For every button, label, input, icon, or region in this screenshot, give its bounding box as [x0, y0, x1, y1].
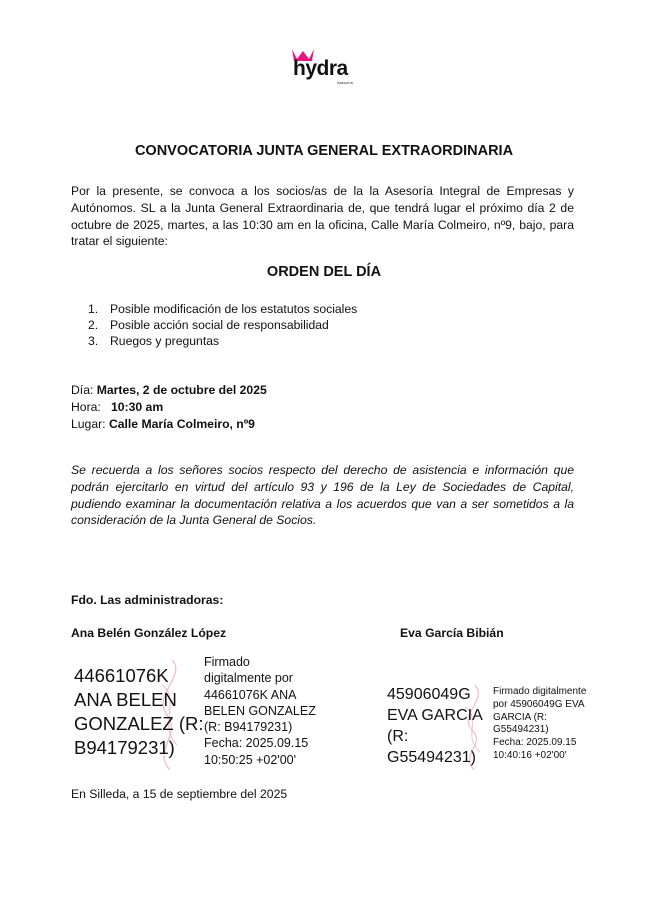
agenda-list: [88, 301, 357, 350]
digital-signature-2-details: Firmado digitalmente por 45906049G EVA GARCIA (R: G55494231) Fecha: 2025.09.15 10:40:16 +02'00': [493, 686, 587, 761]
admin-name-2: Eva García Bibián: [400, 626, 504, 640]
digital-signature-1-details: Firmado digitalmente por 44661076K ANA BELEN GONZALEZ (R: B94179231) Fecha: 2025.09.15 10:50:25 +02'00': [204, 655, 316, 767]
day-value: Martes, 2 de octubre del 2025: [96, 383, 267, 397]
digital-signature-1-name: 44661076K ANA BELEN GONZALEZ (R: B94179231): [74, 665, 204, 758]
signed-by-label: Fdo. Las administradoras:: [71, 593, 224, 607]
admin-name-1: Ana Belén González López: [71, 626, 227, 640]
time-label: Hora:: [71, 399, 101, 414]
hydra-logo: [290, 45, 360, 87]
document-title: CONVOCATORIA JUNTA GENERAL EXTRAORDINARIA: [134, 143, 514, 159]
time-row: [71, 399, 267, 416]
day-label: Día:: [71, 383, 94, 397]
meeting-details: [71, 382, 267, 432]
place-value: Calle María Colmeiro, nº9: [108, 416, 255, 431]
place-label: Lugar:: [71, 416, 106, 431]
agenda-item-number: 1.: [88, 302, 99, 316]
agenda-item: [88, 317, 357, 333]
agenda-item: [88, 301, 357, 317]
agenda-item-number: 3.: [88, 334, 99, 349]
agenda-item-text: Posible modificación de los estatutos sociales: [110, 302, 358, 316]
day-row: [71, 382, 267, 399]
agenda-item-number: 2.: [88, 318, 99, 333]
agenda-item-text: Ruegos y preguntas: [110, 334, 220, 349]
agenda-title: ORDEN DEL DÍA: [266, 264, 382, 280]
intro-paragraph: Por la presente, se convoca a los socios/as de la la Asesoría Integral de Empresas y Autónomos. SL a la Junta General Extraordinaria de, que tendrá lugar el próximo día 2 de octubre de 2025, martes, a las 10:30 am en la oficina, Calle María Colmeiro, nº9, bajo, para tratar el siguiente:: [71, 184, 574, 249]
agenda-item-text: Posible acción social de responsabilidad: [110, 318, 329, 333]
logo-subtext: Asesoría: [337, 80, 353, 85]
place-row: [71, 416, 267, 433]
closing-line: En Silleda, a 15 de septiembre del 2025: [71, 787, 288, 801]
legal-note: Se recuerda a los señores socios respecto del derecho de asistencia e información que podrán ejercitarlo en virtud del artículo 93 y 196 de la Ley de Sociedades de Capital, pudiendo examinar la documentación relativa a los acuerdos que van a ser sometidos a la consideración de la Junta General de Socios.: [71, 463, 574, 528]
logo-text: hydra: [293, 57, 348, 80]
digital-signature-2-name: 45906049G EVA GARCIA (R: G55494231): [387, 686, 483, 766]
time-value: 10:30 am: [110, 399, 164, 414]
agenda-item: [88, 333, 357, 349]
